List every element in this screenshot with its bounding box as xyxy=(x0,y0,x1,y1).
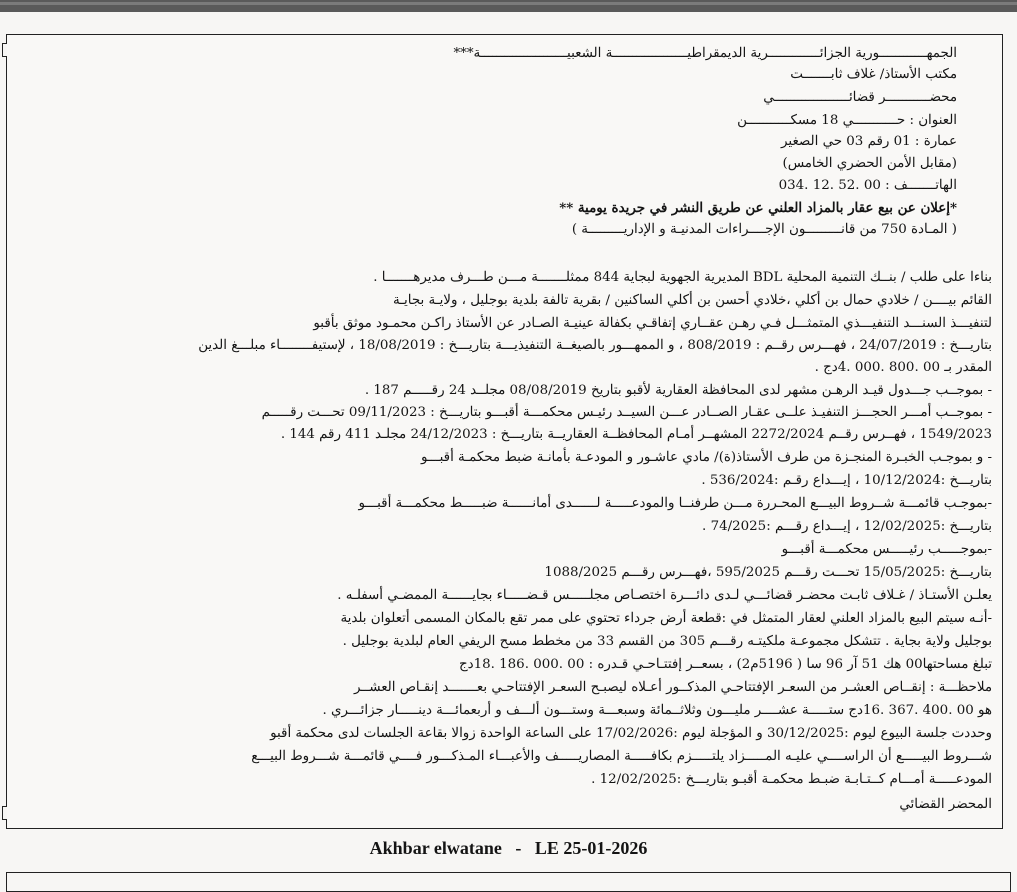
next-notice-frame xyxy=(6,872,1011,892)
body-line: - بموجــب أمـــر الحجـــز التنفيـذ علــى عقـار الصــادر عـــن السيــد رئيـس محكمـــة أقبـــو بتاريـــخ : 09/11/2023 تحـــت رقـــــم xyxy=(261,405,992,420)
announcement-title: *إعلان عن بيع عقار بالمزاد العلني عن طريق النشر في جريدة يومية ** xyxy=(559,200,957,216)
footer-separator: - xyxy=(515,838,522,858)
top-page-band xyxy=(0,0,1017,12)
body-line: بناءا على طلب / بنــك التنمية المحلية BDL المديرية الجهوية لبجاية 844 ممثلـــــــة مـــن طـــرف مديرهـــــــا . xyxy=(373,270,992,285)
body-line: - و بموجـب الخبـرة المنجـزة من طرف الأستاذ(ة)/ مادي عاشـور و المودعـة بأمانـة ضبط محكمـة أقبـــو xyxy=(420,450,992,465)
republic-heading: الجمهــــــــــــورية الجزائـــــــــــــرية الديمقراطيـــــــــــــــــــة الشعبيــــــــــــــــــــــة*** xyxy=(453,46,957,61)
body-line: لتنفيـــذ السنـــد التنفيـــذي المتمثـــل فـي رهـن عقــاري إتفاقـي بكفالة عينيـة الصـادر عن الأستاذ راكـن محمـود موثق بأقبو xyxy=(313,316,992,331)
body-line: 1549/2023 ، فهــرس رقــم 2272/2024 المشهــر أمـام المحافظــة العقاريــة بتاريـــخ : 24/12/2023 مجلـد 411 رقم 144 . xyxy=(280,427,992,442)
body-line: المودعـــــة أمـــام كــتـابـة ضبـط محكمـة أقبـو بتاريـــخ :12/02/2025 . xyxy=(591,772,992,787)
building-line: عمارة : 01 رقم 03 حي الصغير xyxy=(781,134,957,149)
newspaper-name: Akhbar elwatane xyxy=(369,838,502,858)
body-line: -بموجـب قائمـــة شــروط البيـــع المحـررة مـــن طرفنــا والمودعـــــة لــــــدى أمانــــــة ضبـــــط محكمـــة أقبـــو xyxy=(358,496,992,511)
newspaper-footer xyxy=(0,838,1017,859)
body-line: -بموجـــــب رئيـــــس محكمـــة أقبـــو xyxy=(781,542,992,557)
office-line: مكتب الأستاذ/ غلاف ثابـــــــت xyxy=(790,67,957,82)
body-line: بتاريـــخ :12/02/2025 ، إيـــداع رقـــم :74/2025 . xyxy=(702,519,992,534)
body-line: -أنـه سيتم البيع بالمزاد العلني لعقار المتمثل في :قطعة أرض جرداء تحتوي على ممر تقع بالمكان المسمى أتعلوان بلدية xyxy=(340,611,992,626)
body-line: تبلغ مساحتها00 هك 51 آر 96 سا ( 5196م2) ، بسعــر إفتتـاحـي قـدره : 00 .000 .186 .18دج xyxy=(458,657,992,672)
address-line: العنوان : حـــــــــــي 18 مسكـــــــــــن xyxy=(737,113,957,128)
body-line: - بموجــب جـــدول قيـد الرهـن مشهر لدى المحافظة العقارية لأقبو بتاريخ 08/08/2019 مجلــد 24 رقـــــم 187 . xyxy=(364,383,992,398)
body-line: بتاريـــخ :15/05/2025 تحـــت رقـــم 595/2025 ،فهـــرس رقـــم 1088/2025 xyxy=(544,565,992,580)
phone-line: الهاتـــــــف : 00 .52 .12 .034 xyxy=(778,178,957,193)
publication-date: LE 25-01-2026 xyxy=(534,838,648,858)
signature-line: المحضر القضائي xyxy=(899,797,992,812)
profession-line: محضـــــــــــر قضائـــــــــــــــــــي xyxy=(763,90,957,105)
body-line: يعلـن الأستـاذ / غـلاف ثابـت محضـر قضائـــي لـدى دائـــرة اختصـاص مجلـــــس قـضـــــاء بجايــــــة الممضـي أسفلـه . xyxy=(337,588,992,603)
legal-basis-line: ( المـادة 750 من قانـــــــــون الإجــــراءات المدنيـة و الإداريـــــــــة ) xyxy=(571,222,957,237)
body-line: المقدر بـ 00 .800 .000 .4دج . xyxy=(814,360,992,375)
body-line: ملاحظـــة : إنقــاص العشـر من السعـر الإفتتاحـي المذكــور أعـلاه ليصبـح السعـر الإفتتاحـي بعـــــــد إنقـاص العشــر xyxy=(354,680,992,695)
legal-notice-frame xyxy=(6,34,1003,829)
body-line: بتاريـــخ :10/12/2024 ، إيـــداع رقـم :536/2024 . xyxy=(701,473,992,488)
body-line: القائم بيــــن / خلادي حمال بن أكلي ،خلادي أحسن بن أكلي الساكنين / بقرية تالفة بلدية بوجليل ، ولايـة بجايـة xyxy=(392,293,992,308)
body-line: بتاريـــخ : 24/07/2019 ، فهـــرس رقــم : 808/2019 ، و الممهـــور بالصيغــة التنفيذيـــة بتاريـــخ : 18/08/2019 ، لإستيفــــــــاء مبلـــغ الدين xyxy=(198,338,992,353)
body-line: هو 00 .400 .367 .16دج ستـــــة عشــــر مليـــون وثلاثــمائة وسبعـــة وستـــون ألـــف و أربعمائـــة دينـــــار جزائـــري . xyxy=(322,703,992,718)
body-line: بوجليل ولاية بجاية . تتشكل مجموعـة ملكيتـه رقـــم 305 من القسم 33 من مخطط مسح الريفي العام لبلدية بوجليل . xyxy=(342,634,992,649)
body-line: وحددت جلسة البيوع ليوم :30/12/2025 و المؤجلة ليوم :17/02/2026 على الساعة الواحدة زوالا بقاعة الجلسات لدى محكمة أقبو xyxy=(270,726,992,741)
body-line: شـــروط البيـــــع أن الراســــي عليـه المـــــزاد يلتـــــزم بكافـــــة المصاريـــــف والأعبـــاء المـذكـــور فــــي قائمـــة شـــروط البيـــع xyxy=(251,749,992,764)
landmark-line: (مقابل الأمن الحضري الخامس) xyxy=(782,156,957,171)
